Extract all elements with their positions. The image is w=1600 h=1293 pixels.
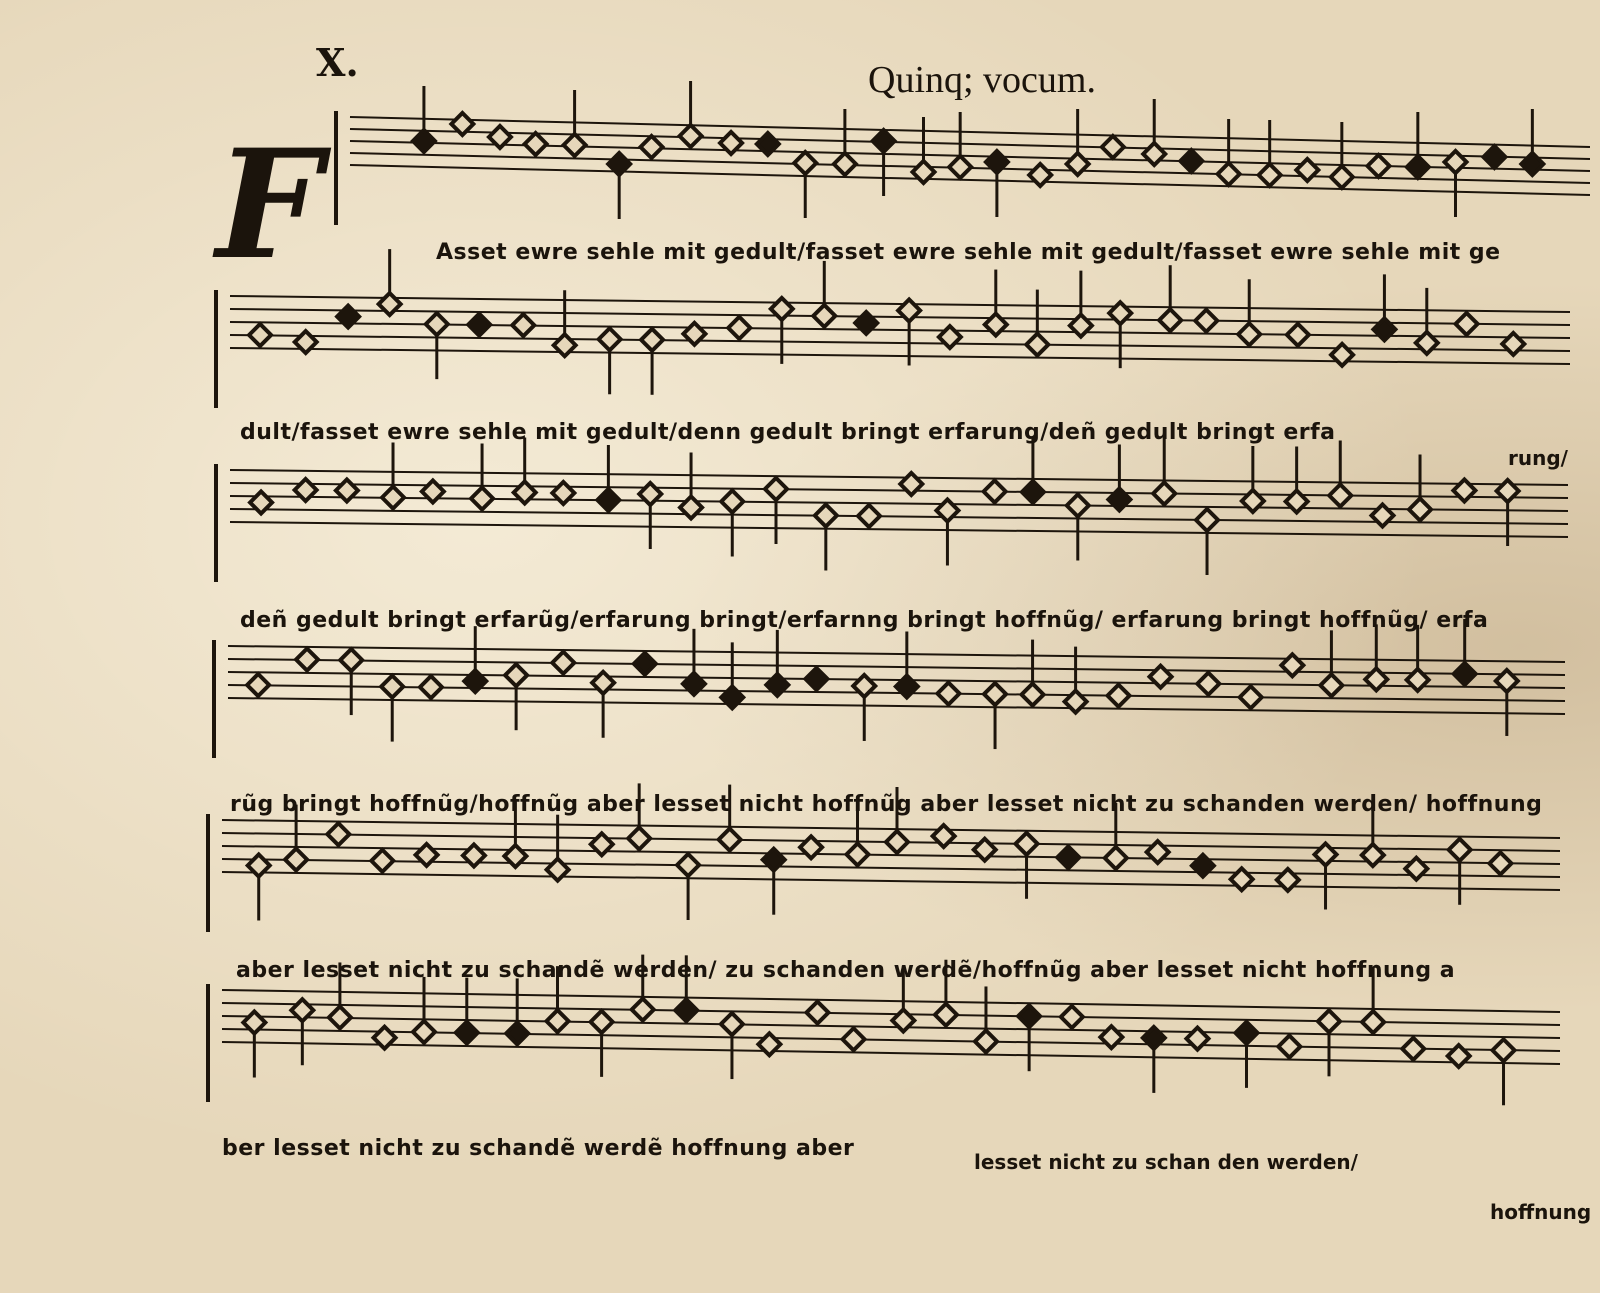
- custos-text: hoffnung: [1490, 1200, 1592, 1224]
- note-head: [719, 829, 741, 851]
- note-head: [1192, 855, 1214, 877]
- note-head: [1483, 146, 1505, 168]
- note-head: [1368, 155, 1390, 177]
- staff-2: [216, 249, 1570, 408]
- note-head: [1180, 150, 1202, 172]
- staff-1: [336, 81, 1590, 225]
- note-head: [641, 136, 663, 158]
- note-head: [1278, 1036, 1300, 1058]
- note-head: [641, 329, 663, 351]
- note-head: [1372, 505, 1394, 527]
- note-head: [329, 1006, 351, 1028]
- note-head: [420, 676, 442, 698]
- note-head: [813, 305, 835, 327]
- note-head: [721, 491, 743, 513]
- note-head: [935, 1004, 957, 1026]
- note-head: [1521, 153, 1543, 175]
- note-head: [1022, 684, 1044, 706]
- note-head: [456, 1022, 478, 1044]
- note-head: [949, 156, 971, 178]
- staff-4: [214, 619, 1565, 758]
- note-head: [1026, 334, 1048, 356]
- note-head: [1456, 313, 1478, 335]
- note-head: [765, 478, 787, 500]
- note-head: [546, 1010, 568, 1032]
- decorated-initial: F: [216, 117, 323, 293]
- note-head: [512, 314, 534, 336]
- lyric-line-2-end: rung/: [1508, 446, 1568, 470]
- note-head: [296, 649, 318, 671]
- note-head: [1362, 1011, 1384, 1033]
- note-head: [285, 849, 307, 871]
- note-head: [1259, 164, 1281, 186]
- note-head: [847, 843, 869, 865]
- note-head: [806, 1002, 828, 1024]
- note-head: [1150, 666, 1172, 688]
- note-head: [1153, 483, 1175, 505]
- note-head: [1286, 491, 1308, 513]
- note-head: [552, 652, 574, 674]
- note-head: [886, 831, 908, 853]
- note-head: [834, 153, 856, 175]
- note-head: [1195, 310, 1217, 332]
- lyric-line-6-end: lesset nicht zu schan den werden/: [974, 1150, 1358, 1174]
- note-head: [1287, 324, 1309, 346]
- note-head: [974, 839, 996, 861]
- note-head: [1407, 156, 1429, 178]
- note-head: [564, 134, 586, 156]
- note-head: [525, 133, 547, 155]
- note-head: [1281, 654, 1303, 676]
- note-head: [1102, 136, 1124, 158]
- note-head: [1067, 495, 1089, 517]
- note-head: [937, 683, 959, 705]
- note-head: [1449, 839, 1471, 861]
- note-head: [1318, 1010, 1340, 1032]
- note-head: [1235, 1022, 1257, 1044]
- note-head: [936, 500, 958, 522]
- note-head: [1196, 509, 1218, 531]
- note-head: [1197, 673, 1219, 695]
- note-head: [634, 653, 656, 675]
- note-head: [1159, 309, 1181, 331]
- note-head: [1065, 691, 1087, 713]
- note-head: [413, 1021, 435, 1043]
- part-name: Quinq; vocum.: [868, 59, 1096, 101]
- note-head: [1100, 1026, 1122, 1048]
- note-head: [382, 487, 404, 509]
- note-head: [247, 674, 269, 696]
- note-head: [1108, 685, 1130, 707]
- note-head: [591, 1011, 613, 1033]
- note-head: [728, 317, 750, 339]
- note-head: [985, 314, 1007, 336]
- note-head: [1238, 323, 1260, 345]
- note-head: [1109, 302, 1131, 324]
- note-head: [1445, 151, 1467, 173]
- note-head: [327, 823, 349, 845]
- note-head: [468, 314, 490, 336]
- note-head: [1493, 1039, 1515, 1061]
- note-head: [599, 328, 621, 350]
- lyric-line-3: deñ gedult bringt erfarũg/erfarung bringt/erfarnng bringt hoffnũg/ erfarung bringt hoffnũg/ erfa: [240, 608, 1489, 633]
- note-head: [975, 1030, 997, 1052]
- note-head: [1373, 318, 1395, 340]
- staff-3: [216, 437, 1568, 582]
- note-head: [628, 827, 650, 849]
- note-head: [1231, 868, 1253, 890]
- note-head: [1108, 489, 1130, 511]
- note-head: [249, 324, 271, 346]
- note-head: [675, 999, 697, 1021]
- note-head: [1242, 490, 1264, 512]
- lyric-line-1: Asset ewre sehle mit gedult/fasset ewre sehle mit gedult/fasset ewre sehle mit ge: [436, 240, 1501, 265]
- note-head: [858, 505, 880, 527]
- note-head: [815, 505, 837, 527]
- note-head: [381, 676, 403, 698]
- note-head: [1147, 841, 1169, 863]
- note-head: [1143, 143, 1165, 165]
- note-head: [794, 152, 816, 174]
- note-head: [597, 489, 619, 511]
- note-head: [1016, 833, 1038, 855]
- note-head: [843, 1028, 865, 1050]
- note-head: [1454, 663, 1476, 685]
- note-head: [984, 683, 1006, 705]
- note-head: [873, 130, 895, 152]
- note-head: [426, 313, 448, 335]
- note-head: [939, 326, 961, 348]
- note-head: [721, 1013, 743, 1035]
- note-head: [1329, 485, 1351, 507]
- note-head: [413, 130, 435, 152]
- note-head: [1018, 1005, 1040, 1027]
- note-head: [1277, 869, 1299, 891]
- note-head: [506, 1022, 528, 1044]
- note-head: [677, 854, 699, 876]
- lyric-line-5: aber lesset nicht zu schandẽ werden/ zu schanden werdẽ/hoffnũg aber lesset nicht hoffnung a: [236, 958, 1456, 983]
- note-head: [1061, 1006, 1083, 1028]
- lyric-line-6: ber lesset nicht zu schandẽ werdẽ hoffnung aber: [222, 1136, 855, 1161]
- note-head: [1022, 481, 1044, 503]
- note-head: [1489, 852, 1511, 874]
- note-head: [340, 649, 362, 671]
- note-head: [1057, 846, 1079, 868]
- note-head: [805, 668, 827, 690]
- note-head: [680, 125, 702, 147]
- note-head: [371, 850, 393, 872]
- folio-number: X.: [316, 40, 359, 85]
- note-head: [1240, 686, 1262, 708]
- note-head: [1331, 344, 1353, 366]
- note-head: [1070, 315, 1092, 337]
- note-head: [984, 481, 1006, 503]
- note-head: [1409, 499, 1431, 521]
- note-head: [632, 999, 654, 1021]
- note-head: [1105, 847, 1127, 869]
- lyric-line-4: rũg bringt hoffnũg/hoffnũg aber lesset nicht hoffnũg aber lesset nicht zu schanden werden/ hoffnung: [230, 792, 1543, 817]
- note-head: [1296, 159, 1318, 181]
- note-head: [471, 488, 493, 510]
- note-head: [1218, 163, 1240, 185]
- note-head: [505, 664, 527, 686]
- note-head: [1331, 166, 1353, 188]
- note-head: [1320, 674, 1342, 696]
- lyric-line-2: dult/fasset ewre sehle mit gedult/denn gedult bringt erfarung/deñ gedult bringt erfa: [240, 420, 1336, 445]
- note-head: [1402, 1038, 1424, 1060]
